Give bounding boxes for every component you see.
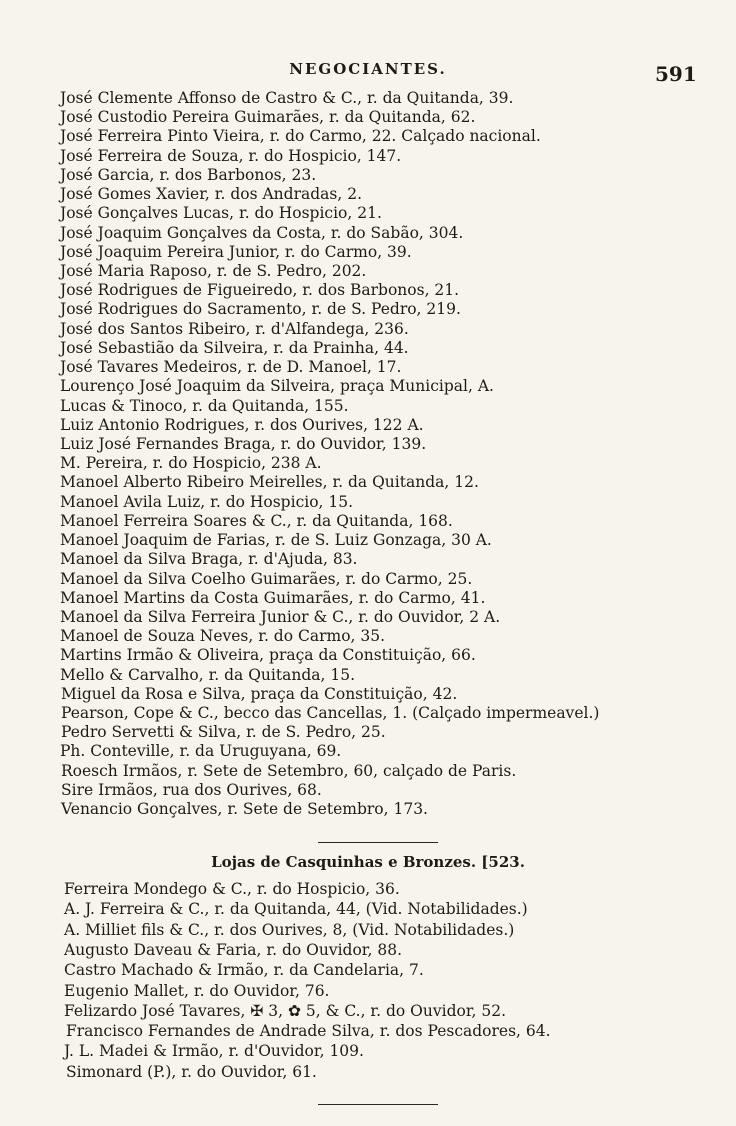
directory-entry: José Clemente Affonso de Castro & C., r. da Quitanda, 39. bbox=[60, 89, 514, 107]
section-divider-top bbox=[318, 842, 438, 843]
directory-entry: José Tavares Medeiros, r. de D. Manoel, 17. bbox=[60, 358, 402, 377]
directory-entry: Manoel de Souza Neves, r. do Carmo, 35. bbox=[60, 627, 386, 646]
directory-entry: A. Milliet fils & C., r. dos Ourives, 8, (Vid. Notabilidades.) bbox=[64, 920, 515, 939]
section-divider-bottom bbox=[318, 1104, 438, 1105]
directory-entry: Miguel da Rosa e Silva, praça da Constituição, 42. bbox=[61, 684, 458, 703]
directory-entry: Augusto Daveau & Faria, r. do Ouvidor, 88. bbox=[64, 940, 403, 959]
directory-entry: Roesch Irmãos, r. Sete de Setembro, 60, calçado de Paris. bbox=[61, 761, 517, 780]
directory-entry: José Ferreira de Souza, r. do Hospicio, 147. bbox=[60, 146, 402, 165]
directory-entry: Ph. Conteville, r. da Uruguyana, 69. bbox=[60, 742, 342, 761]
directory-entry: Luiz José Fernandes Braga, r. do Ouvidor, 139. bbox=[60, 434, 427, 453]
directory-entry: Francisco Fernandes de Andrade Silva, r. dos Pescadores, 64. bbox=[66, 1022, 551, 1041]
directory-entry: Lucas & Tinoco, r. da Quitanda, 155. bbox=[60, 396, 349, 415]
directory-entry: José Maria Raposo, r. de S. Pedro, 202. bbox=[60, 261, 367, 280]
directory-entry: Lourenço José Joaquim da Silveira, praça Municipal, A. bbox=[60, 377, 494, 396]
directory-entry: Felizardo José Tavares, ✠ 3, ✿ 5, & C., r. do Ouvidor, 52. bbox=[64, 1001, 507, 1020]
directory-entry: Pearson, Cope & C., becco das Cancellas, 1. (Calçado impermeavel.) bbox=[61, 704, 600, 723]
directory-entry: José dos Santos Ribeiro, r. d'Alfandega, 236. bbox=[60, 319, 409, 338]
page-number: 591 bbox=[655, 62, 697, 86]
directory-entry: Mello & Carvalho, r. da Quitanda, 15. bbox=[60, 665, 355, 684]
directory-entry: José Sebastião da Silveira, r. da Prainha, 44. bbox=[60, 338, 409, 357]
directory-entry: José Joaquim Gonçalves da Costa, r. do Sabão, 304. bbox=[60, 223, 464, 242]
directory-entry: Manoel Ferreira Soares & C., r. da Quitanda, 168. bbox=[60, 511, 453, 530]
directory-entry: Ferreira Mondego & C., r. do Hospicio, 36. bbox=[64, 880, 400, 898]
directory-entry: Manoel Alberto Ribeiro Meirelles, r. da Quitanda, 12. bbox=[60, 473, 479, 492]
directory-entry: Manoel Avila Luiz, r. do Hospicio, 15. bbox=[60, 492, 354, 511]
directory-entry: Pedro Servetti & Silva, r. de S. Pedro, 25. bbox=[61, 723, 386, 742]
directory-entry: Manoel da Silva Braga, r. d'Ajuda, 83. bbox=[60, 550, 358, 569]
directory-entry: José Ferreira Pinto Vieira, r. do Carmo, 22. Calçado nacional. bbox=[60, 127, 541, 146]
directory-entry: José Garcia, r. dos Barbonos, 23. bbox=[60, 165, 317, 184]
directory-entry: Venancio Gonçalves, r. Sete de Setembro, 173. bbox=[61, 800, 428, 819]
directory-entry: Sire Irmãos, rua dos Ourives, 68. bbox=[61, 780, 322, 799]
directory-entry: Simonard (P.), r. do Ouvidor, 61. bbox=[66, 1062, 317, 1081]
directory-entry: José Gonçalves Lucas, r. do Hospicio, 21. bbox=[60, 204, 382, 223]
directory-entry: Manoel Martins da Costa Guimarães, r. do Carmo, 41. bbox=[60, 588, 486, 607]
directory-entry: Eugenio Mallet, r. do Ouvidor, 76. bbox=[64, 981, 330, 1000]
directory-entry: Manoel Joaquim de Farias, r. de S. Luiz Gonzaga, 30 A. bbox=[60, 531, 492, 550]
directory-entry: Luiz Antonio Rodrigues, r. dos Ourives, 122 A. bbox=[60, 415, 424, 434]
directory-entry: Manoel da Silva Ferreira Junior & C., r. do Ouvidor, 2 A. bbox=[60, 607, 501, 626]
directory-entry: A. J. Ferreira & C., r. da Quitanda, 44, (Vid. Notabilidades.) bbox=[64, 900, 528, 919]
directory-entry: M. Pereira, r. do Hospicio, 238 A. bbox=[60, 454, 322, 473]
page-header-title: NEGOCIANTES. bbox=[289, 60, 447, 78]
directory-entry: Manoel da Silva Coelho Guimarães, r. do Carmo, 25. bbox=[60, 569, 473, 588]
directory-entry: José Rodrigues de Figueiredo, r. dos Barbonos, 21. bbox=[60, 281, 460, 300]
directory-entry: Martins Irmão & Oliveira, praça da Constituição, 66. bbox=[60, 646, 476, 665]
directory-entry: José Gomes Xavier, r. dos Andradas, 2. bbox=[60, 185, 362, 204]
directory-entry: José Joaquim Pereira Junior, r. do Carmo, 39. bbox=[60, 242, 412, 261]
directory-entry: José Custodio Pereira Guimarães, r. da Quitanda, 62. bbox=[60, 108, 476, 127]
section-title: Lojas de Casquinhas e Bronzes. [523. bbox=[211, 853, 525, 871]
directory-entry: José Rodrigues do Sacramento, r. de S. Pedro, 219. bbox=[60, 300, 461, 319]
directory-entry: J. L. Madei & Irmão, r. d'Ouvidor, 109. bbox=[64, 1042, 364, 1061]
directory-entry: Castro Machado & Irmão, r. da Candelaria, 7. bbox=[64, 961, 424, 980]
